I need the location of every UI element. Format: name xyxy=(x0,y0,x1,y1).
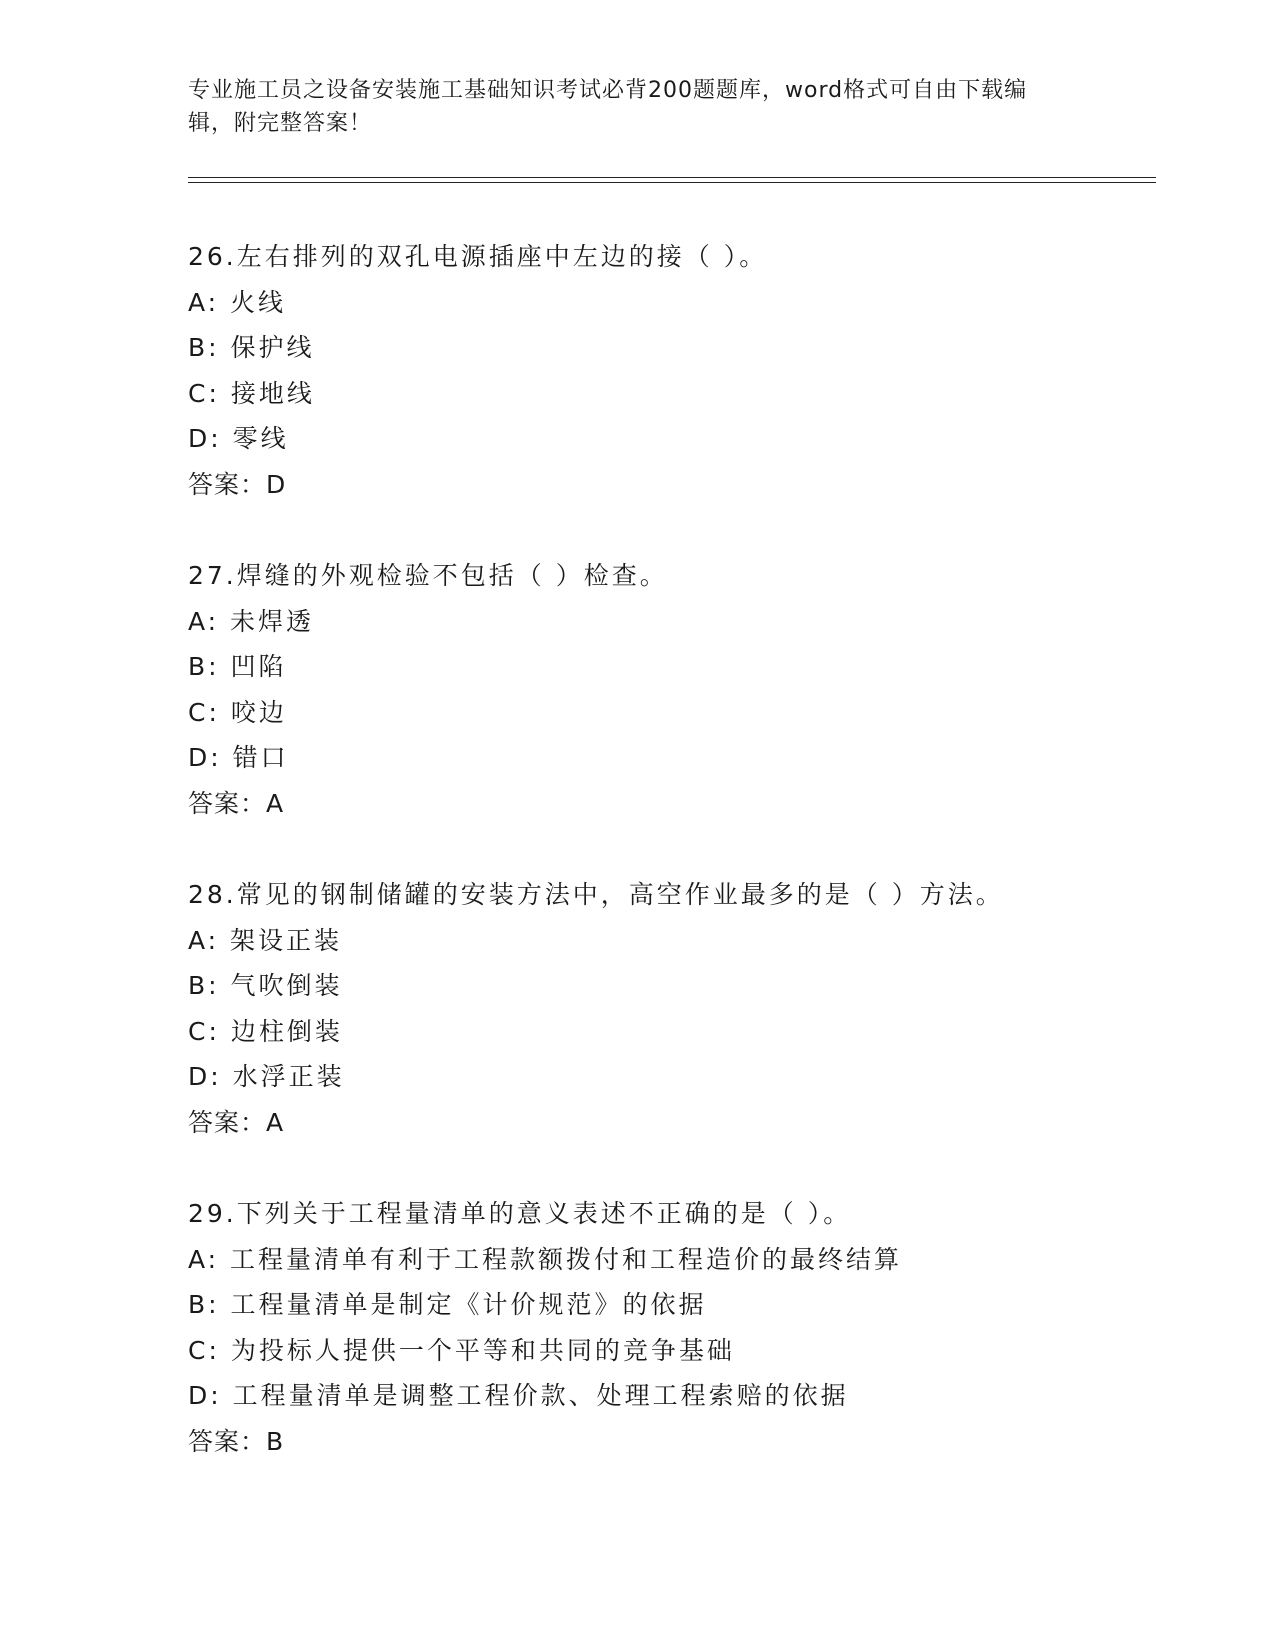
header-title: 专业施工员之设备安装施工基础知识考试必背200题题库，word格式可自由下载编辑，附完整答案！ xyxy=(188,78,1028,136)
option-d: D: 错口 xyxy=(188,743,289,772)
option-a: A: 火线 xyxy=(188,287,287,317)
header-divider-bottom xyxy=(188,182,1156,183)
option-b: B: 工程量清单是制定《计价规范》的依据 xyxy=(188,1290,707,1319)
header-divider-top xyxy=(188,177,1156,178)
option-c: C: 边柱倒装 xyxy=(188,1016,343,1046)
answer: 答案：D xyxy=(188,469,287,499)
question-stem: 27.焊缝的外观检验不包括（ ）检查。 xyxy=(188,561,668,590)
question-28 xyxy=(188,872,1188,1145)
option-d: D: 零线 xyxy=(188,424,289,453)
answer: 答案：B xyxy=(188,1426,285,1456)
option-d: D: 水浮正装 xyxy=(188,1062,345,1091)
answer: 答案：A xyxy=(188,788,285,818)
question-stem: 26.左右排列的双孔电源插座中左边的接（ ）。 xyxy=(188,242,768,271)
option-a: A: 架设正装 xyxy=(188,925,343,955)
option-d: D: 工程量清单是调整工程价款、处理工程索赔的依据 xyxy=(188,1381,849,1410)
question-29 xyxy=(188,1191,1188,1464)
option-a: A: 未焊透 xyxy=(188,606,315,636)
option-c: C: 为投标人提供一个平等和共同的竞争基础 xyxy=(188,1335,735,1365)
question-26 xyxy=(188,234,1188,507)
question-stem: 28.常见的钢制储罐的安装方法中，高空作业最多的是（ ）方法。 xyxy=(188,880,1004,909)
document-header xyxy=(188,74,1068,140)
option-b: B: 凹陷 xyxy=(188,652,287,681)
question-27 xyxy=(188,553,1188,826)
answer: 答案：A xyxy=(188,1107,285,1137)
option-c: C: 接地线 xyxy=(188,378,315,408)
question-stem: 29.下列关于工程量清单的意义表述不正确的是（ ）。 xyxy=(188,1199,852,1228)
option-a: A: 工程量清单有利于工程款额拨付和工程造价的最终结算 xyxy=(188,1244,903,1274)
option-c: C: 咬边 xyxy=(188,697,287,727)
option-b: B: 保护线 xyxy=(188,333,315,362)
option-b: B: 气吹倒装 xyxy=(188,971,343,1000)
